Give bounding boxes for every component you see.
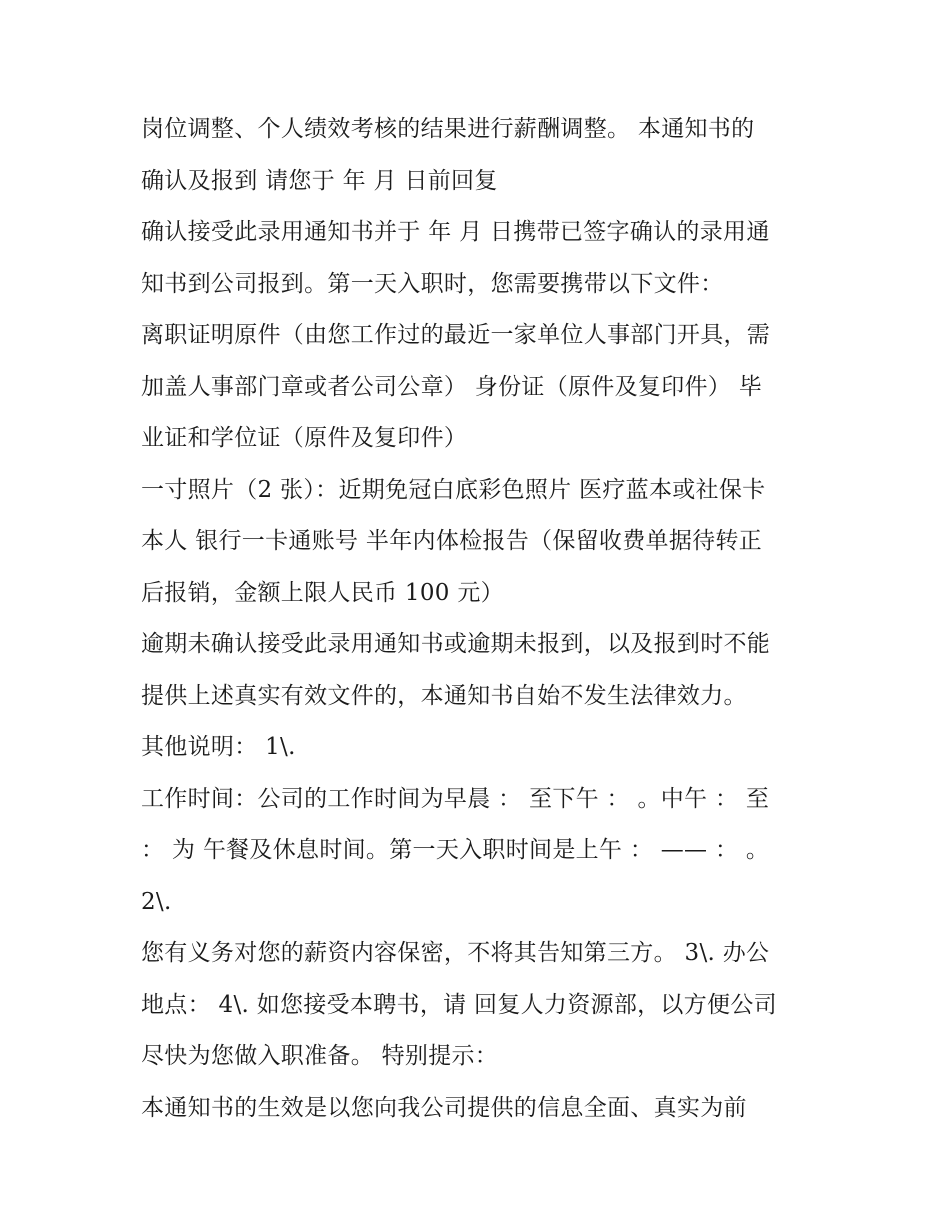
text-line: 确认及报到 请您于 年 月 日前回复 (141, 167, 498, 194)
text-line: 离职证明原件（由您工作过的最近一家单位人事部门开具，需 (141, 322, 771, 348)
text-line: 加盖人事部门章或者公司公章） 身份证（原件及复印件） 毕 (141, 373, 763, 400)
document-body (141, 104, 821, 1134)
text-line: 确认接受此录用通知书并于 年 月 日携带已签字确认的录用通 (141, 219, 770, 245)
text-line: 知书到公司报到。第一天入职时，您需要携带以下文件： (141, 270, 724, 297)
text-line: 本人 银行一卡通账号 半年内体检报告（保留收费单据待转正 (141, 528, 763, 554)
text-line: 工作时间：公司的工作时间为早晨 ： 至下午 ： 。中午 ： 至 (141, 785, 770, 812)
text-line: 地点： 4\. 如您接受本聘书，请 回复人力资源部，以方便公司 (141, 991, 777, 1018)
text-line: 本通知书的生效是以您向我公司提供的信息全面、真实为前 (141, 1094, 747, 1121)
text-line: 岗位调整、个人绩效考核的结果进行薪酬调整。 本通知书的 (141, 116, 755, 142)
text-line: 逾期未确认接受此录用通知书或逾期未报到，以及报到时不能 (141, 631, 771, 657)
text-line: 尽快为您做入职准备。 特别提示： (141, 1043, 499, 1069)
text-line: 您有义务对您的薪资内容保密，不将其告知第三方。 3\. 办公 (141, 940, 770, 966)
text-line: 2\. (141, 888, 172, 915)
text-line: ： 为 午餐及休息时间。第一天入职时间是上午 ： —— ： 。 (141, 837, 770, 863)
text-line: 一寸照片（2 张）：近期免冠白底彩色照片 医疗蓝本或社保卡 (141, 476, 766, 503)
text-line: 提供上述真实有效文件的，本通知书自始不发生法律效力。 (141, 682, 747, 709)
text-line: 业证和学位证（原件及复印件） (141, 425, 468, 451)
text-line: 其他说明： 1\. (141, 734, 296, 760)
text-line: 后报销，金额上限人民币 100 元） (141, 579, 504, 606)
